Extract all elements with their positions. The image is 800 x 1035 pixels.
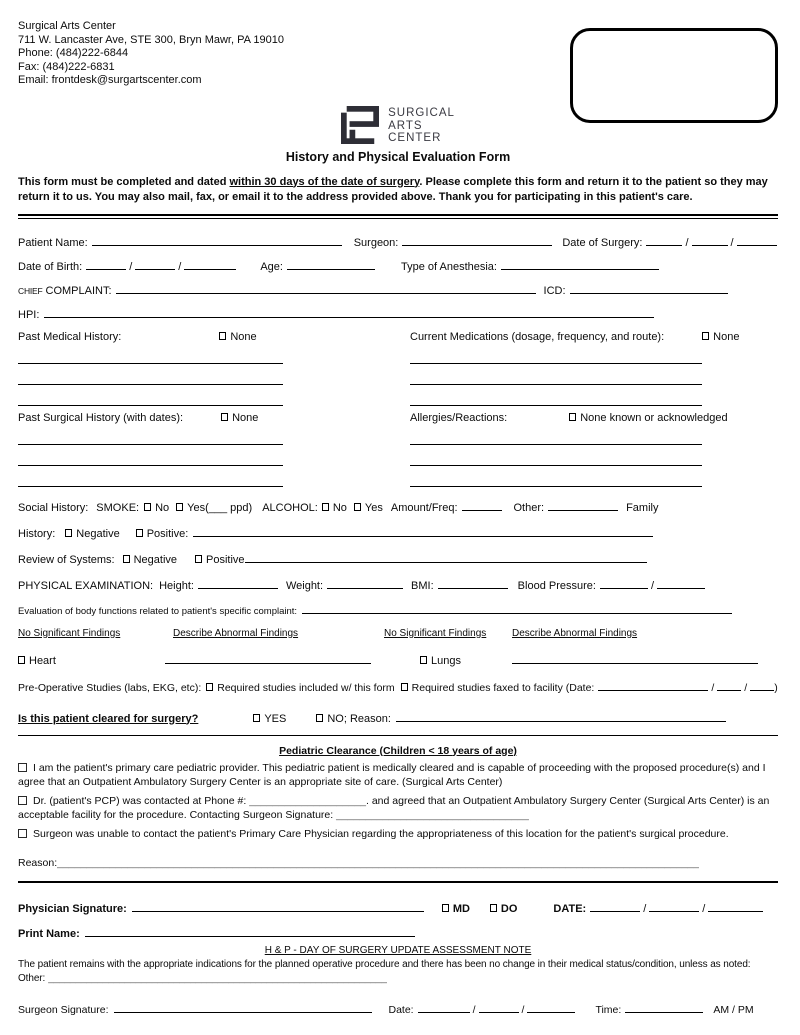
allergies-line-3[interactable] xyxy=(410,466,702,487)
alcohol-yes-group xyxy=(354,502,383,514)
pediatric-option2-checkbox[interactable] xyxy=(18,796,27,805)
allergies-label: Allergies/Reactions: xyxy=(410,411,508,424)
physician-date-year-field[interactable] xyxy=(708,900,763,912)
row-review-of-systems xyxy=(18,551,778,566)
bp-diastolic-field[interactable] xyxy=(657,577,705,589)
surgeon-date-year-field[interactable] xyxy=(527,1001,575,1013)
slash: / xyxy=(685,236,689,249)
ros-positive-checkbox[interactable] xyxy=(195,555,202,563)
lungs-checkbox[interactable] xyxy=(420,656,427,664)
alcohol-yes-checkbox[interactable] xyxy=(354,503,361,511)
social-other-field[interactable] xyxy=(548,499,618,511)
preop-included-group xyxy=(206,682,394,694)
date-of-surgery-label: Date of Surgery: xyxy=(562,236,643,249)
lungs-findings-field[interactable] xyxy=(512,652,758,664)
md-label: MD xyxy=(452,903,470,915)
meds-none-group xyxy=(702,331,739,343)
surgeon-signature-label: Surgeon Signature: xyxy=(18,1004,109,1016)
fh-positive-group xyxy=(136,528,189,540)
meds-none-checkbox[interactable] xyxy=(702,332,709,340)
pediatric-option3-text: Surgeon was unable to contact the patient's Primary Care Physician regarding the appropriateness of this location for the patient's surgical procedure. xyxy=(33,827,729,840)
bp-systolic-field[interactable] xyxy=(600,577,648,589)
pediatric-heading: Pediatric Clearance (Children < 18 years of age) xyxy=(279,744,517,757)
row-dob-age-anesthesia xyxy=(18,258,778,273)
allergies-header xyxy=(410,412,778,424)
row-clearance xyxy=(18,710,778,725)
update-note-heading: H & P - DAY OF SURGERY UPDATE ASSESSMENT NOTE xyxy=(264,945,532,956)
logo-line2: ARTS xyxy=(388,119,423,132)
pmh-header xyxy=(18,331,396,343)
logo-line1: SURGICAL xyxy=(388,107,455,120)
pmh-line-3[interactable] xyxy=(18,385,283,406)
dob-label: Date of Birth: xyxy=(18,260,83,273)
findings-header-row xyxy=(18,628,778,639)
physician-date-label: DATE: xyxy=(553,903,587,915)
evaluation-label: Evaluation of body functions related to patient's specific complaint: xyxy=(18,605,298,617)
slash: / xyxy=(521,1004,525,1016)
social-other-label: Other: xyxy=(513,501,545,514)
instructions-part2: . Please complete this form and return it to the patient so they may return it to us. You may also mail, fax, or email it to the address provided above. Thank you for participating in this patient's care. xyxy=(18,175,768,203)
ros-negative-checkbox[interactable] xyxy=(123,555,130,563)
psh-header xyxy=(18,412,396,424)
anesthesia-label: Type of Anesthesia: xyxy=(400,260,497,273)
meds-label: Current Medications (dosage, frequency, and route): xyxy=(410,330,665,343)
smoke-yes-checkbox[interactable] xyxy=(176,503,183,511)
surgery-year-field[interactable] xyxy=(737,234,777,246)
pediatric-option1 xyxy=(18,761,778,790)
pmh-none-label: None xyxy=(230,330,257,343)
smoke-no-label: No xyxy=(155,501,170,514)
alcohol-no-group xyxy=(322,502,347,514)
physician-signature-field[interactable] xyxy=(132,900,424,912)
row-preop-studies xyxy=(18,679,778,694)
allergies-none-label: None known or acknowledged xyxy=(580,411,728,424)
pmh-none-checkbox[interactable] xyxy=(219,332,226,340)
surgeon-date-month-field[interactable] xyxy=(418,1001,470,1013)
smoke-yes-group xyxy=(176,502,252,514)
preop-close-paren: ) xyxy=(774,681,778,694)
psh-line-2[interactable] xyxy=(18,445,283,466)
instructions-paragraph xyxy=(18,175,778,205)
clinic-phone: Phone: (484)222-6844 xyxy=(18,47,129,59)
patient-name-label: Patient Name: xyxy=(18,236,88,249)
meds-line-1[interactable] xyxy=(410,343,702,364)
clinic-email: Email: frontdesk@surgartscenter.com xyxy=(18,74,202,86)
slash: / xyxy=(730,236,734,249)
double-divider xyxy=(18,214,778,219)
surgical-arts-logo-icon xyxy=(341,106,379,147)
hpi-label: HPI: xyxy=(18,308,40,321)
pediatric-option2 xyxy=(18,794,778,823)
time-field[interactable] xyxy=(625,1001,703,1013)
surgeon-field[interactable] xyxy=(402,234,552,246)
clearance-no-group xyxy=(316,713,391,725)
weight-field[interactable] xyxy=(327,577,403,589)
surgeon-date-day-field[interactable] xyxy=(479,1001,519,1013)
dob-month-field[interactable] xyxy=(86,258,126,270)
preop-fax-day-field[interactable] xyxy=(717,679,741,691)
clearance-yes-group xyxy=(253,713,286,725)
slash: / xyxy=(744,681,748,694)
do-label: DO xyxy=(500,903,518,915)
icd-field[interactable] xyxy=(570,282,728,294)
weight-label: Weight: xyxy=(285,579,324,592)
preop-label: Pre-Operative Studies (labs, EKG, etc): xyxy=(18,681,202,694)
instructions-part1: This form must be completed and dated xyxy=(18,175,230,188)
amount-freq-field[interactable] xyxy=(462,499,502,511)
row-surgeon-signature xyxy=(18,1001,778,1016)
clearance-yes-label: YES xyxy=(264,712,287,725)
heart-findings-field[interactable] xyxy=(165,652,371,664)
row-hpi xyxy=(18,306,778,321)
lungs-label: Lungs xyxy=(431,654,461,667)
preop-faxed-label: Required studies faxed to facility (Date: xyxy=(411,681,595,694)
row-reason xyxy=(18,857,778,869)
ros-negative-group xyxy=(123,554,177,566)
clearance-no-checkbox[interactable] xyxy=(316,714,323,722)
fh-positive-checkbox[interactable] xyxy=(136,529,143,537)
lungs-group xyxy=(384,655,512,667)
pcp-phone-field[interactable]: ____________________ xyxy=(249,794,366,807)
reason-label: Reason: xyxy=(18,857,58,869)
note-other-label: Other: xyxy=(18,973,46,984)
icd-label: ICD: xyxy=(543,284,566,297)
ros-label: Review of Systems: xyxy=(18,553,115,566)
smoke-yes-label: Yes(___ ppd) xyxy=(187,501,253,514)
anesthesia-field[interactable] xyxy=(501,258,659,270)
contacting-surgeon-signature-field[interactable]: _________________________________ xyxy=(336,809,529,821)
meds-line-3[interactable] xyxy=(410,385,702,406)
clearance-yes-checkbox[interactable] xyxy=(253,714,260,722)
dob-day-field[interactable] xyxy=(135,258,175,270)
meds-header xyxy=(410,331,778,343)
pediatric-option2-text2: . and agreed that an Outpatient Ambulatory Surgery Center (Surgical Arts Center) is an acceptable facility for the procedure. Contacting Surgeon Signature: xyxy=(18,794,770,821)
clinic-name: Surgical Arts Center xyxy=(18,20,116,32)
fh-positive-label: Positive: xyxy=(146,527,189,540)
smoke-no-checkbox[interactable] xyxy=(144,503,151,511)
alcohol-yes-label: Yes xyxy=(364,501,383,514)
slash: / xyxy=(650,579,654,592)
md-checkbox[interactable] xyxy=(442,904,449,912)
signature-divider xyxy=(18,881,778,883)
allergies-line-2[interactable] xyxy=(410,445,702,466)
slash: / xyxy=(643,903,647,915)
nsf-header-left: No Significant Findings xyxy=(18,627,121,639)
history-right-column xyxy=(396,331,778,487)
patient-name-field[interactable] xyxy=(92,234,342,246)
slash: / xyxy=(702,903,706,915)
do-checkbox[interactable] xyxy=(490,904,497,912)
ros-positive-group xyxy=(195,554,245,566)
update-note-body: The patient remains with the appropriate indications for the planned operative procedure and there has been no change in their medical status/condition, unless as noted: xyxy=(18,959,751,970)
daf-header-right: Describe Abnormal Findings xyxy=(512,627,638,639)
psh-none-group xyxy=(221,412,258,424)
chief-complaint-label-small: CHIEF xyxy=(18,285,43,296)
clearance-reason-field[interactable] xyxy=(396,710,726,722)
row-chief-complaint xyxy=(18,282,778,297)
row-note-other xyxy=(18,973,778,984)
row-physician-signature xyxy=(18,900,778,915)
time-label: Time: xyxy=(595,1004,622,1016)
smoke-label: SMOKE: xyxy=(96,501,140,514)
row-family-history xyxy=(18,525,778,540)
preop-included-checkbox[interactable] xyxy=(206,683,213,691)
allergies-none-group xyxy=(569,412,727,424)
print-name-field[interactable] xyxy=(85,925,415,937)
preop-faxed-group xyxy=(401,682,595,694)
fh-negative-group xyxy=(65,528,119,540)
fh-negative-label: Negative xyxy=(76,527,120,540)
alcohol-label: ALCOHOL: xyxy=(262,501,318,514)
pediatric-option1-checkbox[interactable] xyxy=(18,763,27,772)
ros-positive-label: Positive xyxy=(206,553,245,566)
social-history-label: Social History: xyxy=(18,501,89,514)
fh-negative-checkbox[interactable] xyxy=(65,529,72,537)
ros-positive-field[interactable] xyxy=(245,551,647,563)
preop-fax-date-field[interactable] xyxy=(598,679,708,691)
alcohol-no-checkbox[interactable] xyxy=(322,503,329,511)
pmh-label: Past Medical History: xyxy=(18,330,122,343)
pmh-line-1[interactable] xyxy=(18,343,283,364)
psh-line-3[interactable] xyxy=(18,466,283,487)
preop-faxed-checkbox[interactable] xyxy=(401,683,408,691)
slash: / xyxy=(129,260,133,273)
chief-complaint-field[interactable] xyxy=(116,282,536,294)
bmi-field[interactable] xyxy=(438,577,508,589)
md-group xyxy=(442,903,470,915)
psh-none-label: None xyxy=(232,411,259,424)
surgeon-signature-field[interactable] xyxy=(114,1001,372,1013)
clinic-fax: Fax: (484)222-6831 xyxy=(18,60,115,73)
clinic-address: 711 W. Lancaster Ave, STE 300, Bryn Mawr, PA 19010 xyxy=(18,33,284,46)
print-name-label: Print Name: xyxy=(18,928,80,940)
pediatric-option1-text: I am the patient's primary care pediatric provider. This pediatric patient is medically cleared and is capable of proceeding with the proposed procedure(s) and I agree that an Outpatient Ambulatory Surgery Center is an appropriate site of care. (Surgical Arts Center) xyxy=(18,761,766,788)
clearance-no-label: NO; Reason: xyxy=(327,712,391,725)
meds-line-2[interactable] xyxy=(410,364,702,385)
heart-group xyxy=(18,655,155,667)
height-label: Height: xyxy=(159,579,194,592)
row-physical-exam xyxy=(18,577,778,592)
reason-field[interactable]: ______________________________________________________________________________________________________________ xyxy=(57,857,700,869)
pmh-line-2[interactable] xyxy=(18,364,283,385)
heart-label: Heart xyxy=(29,654,56,667)
age-label: Age: xyxy=(260,260,283,273)
dob-year-field[interactable] xyxy=(184,258,236,270)
psh-line-1[interactable] xyxy=(18,424,283,445)
psh-none-checkbox[interactable] xyxy=(221,413,228,421)
height-field[interactable] xyxy=(198,577,278,589)
logo-line3: CENTER xyxy=(388,132,442,145)
note-other-field[interactable]: ______________________________________________________________ xyxy=(48,973,387,984)
pediatric-option2-text1: Dr. (patient's PCP) was contacted at Phone #: xyxy=(33,794,250,807)
preop-fax-year-field[interactable] xyxy=(750,679,774,691)
row-patient-surgeon xyxy=(18,234,778,249)
family-history-label: History: xyxy=(18,527,56,540)
physical-exam-label: PHYSICAL EXAMINATION: xyxy=(18,579,154,592)
physician-date-day-field[interactable] xyxy=(649,900,699,912)
surgeon-label: Surgeon: xyxy=(353,236,399,249)
pediatric-option3-checkbox[interactable] xyxy=(18,829,27,838)
section-divider xyxy=(18,735,778,736)
evaluation-field[interactable] xyxy=(302,602,732,614)
row-print-name xyxy=(18,925,778,940)
meds-none-label: None xyxy=(713,330,740,343)
bp-label: Blood Pressure: xyxy=(517,579,596,592)
nsf-header-right: No Significant Findings xyxy=(384,627,487,639)
heart-checkbox[interactable] xyxy=(18,656,25,664)
physician-signature-label: Physician Signature: xyxy=(18,903,127,915)
do-group xyxy=(490,903,518,915)
amount-freq-label: Amount/Freq: xyxy=(390,501,458,514)
row-social-history xyxy=(18,499,778,514)
allergies-none-checkbox[interactable] xyxy=(569,413,576,421)
history-columns xyxy=(18,331,778,487)
psh-label: Past Surgical History (with dates): xyxy=(18,411,184,424)
daf-header-left: Describe Abnormal Findings xyxy=(173,627,299,639)
surgery-day-field[interactable] xyxy=(692,234,728,246)
ros-negative-label: Negative xyxy=(133,553,178,566)
page-title: History and Physical Evaluation Form xyxy=(285,149,511,164)
smoke-no-group xyxy=(144,502,169,514)
preop-included-label: Required studies included w/ this form xyxy=(217,681,395,694)
pmh-none-group xyxy=(219,331,256,343)
hpi-field[interactable] xyxy=(44,306,654,318)
fh-positive-field[interactable] xyxy=(193,525,653,537)
alcohol-no-label: No xyxy=(332,501,347,514)
slash: / xyxy=(472,1004,476,1016)
am-pm-label: AM / PM xyxy=(713,1004,754,1016)
surgeon-date-label: Date: xyxy=(388,1004,414,1016)
chief-complaint-label: COMPLAINT: xyxy=(45,284,112,297)
slash: / xyxy=(178,260,182,273)
surgery-month-field[interactable] xyxy=(646,234,682,246)
family-label: Family xyxy=(626,501,659,514)
bmi-label: BMI: xyxy=(411,579,434,592)
clearance-question: Is this patient cleared for surgery? xyxy=(18,712,199,725)
slash: / xyxy=(711,681,715,694)
row-evaluation xyxy=(18,602,778,617)
patient-label-box xyxy=(570,28,778,123)
age-field[interactable] xyxy=(287,258,375,270)
physician-date-month-field[interactable] xyxy=(590,900,640,912)
history-left-column xyxy=(18,331,396,487)
logo-wordmark xyxy=(388,107,455,145)
pediatric-option3 xyxy=(18,827,778,842)
allergies-line-1[interactable] xyxy=(410,424,702,445)
findings-heart-lungs-row xyxy=(18,652,778,667)
instructions-underlined: within 30 days of the date of surgery xyxy=(229,175,420,188)
